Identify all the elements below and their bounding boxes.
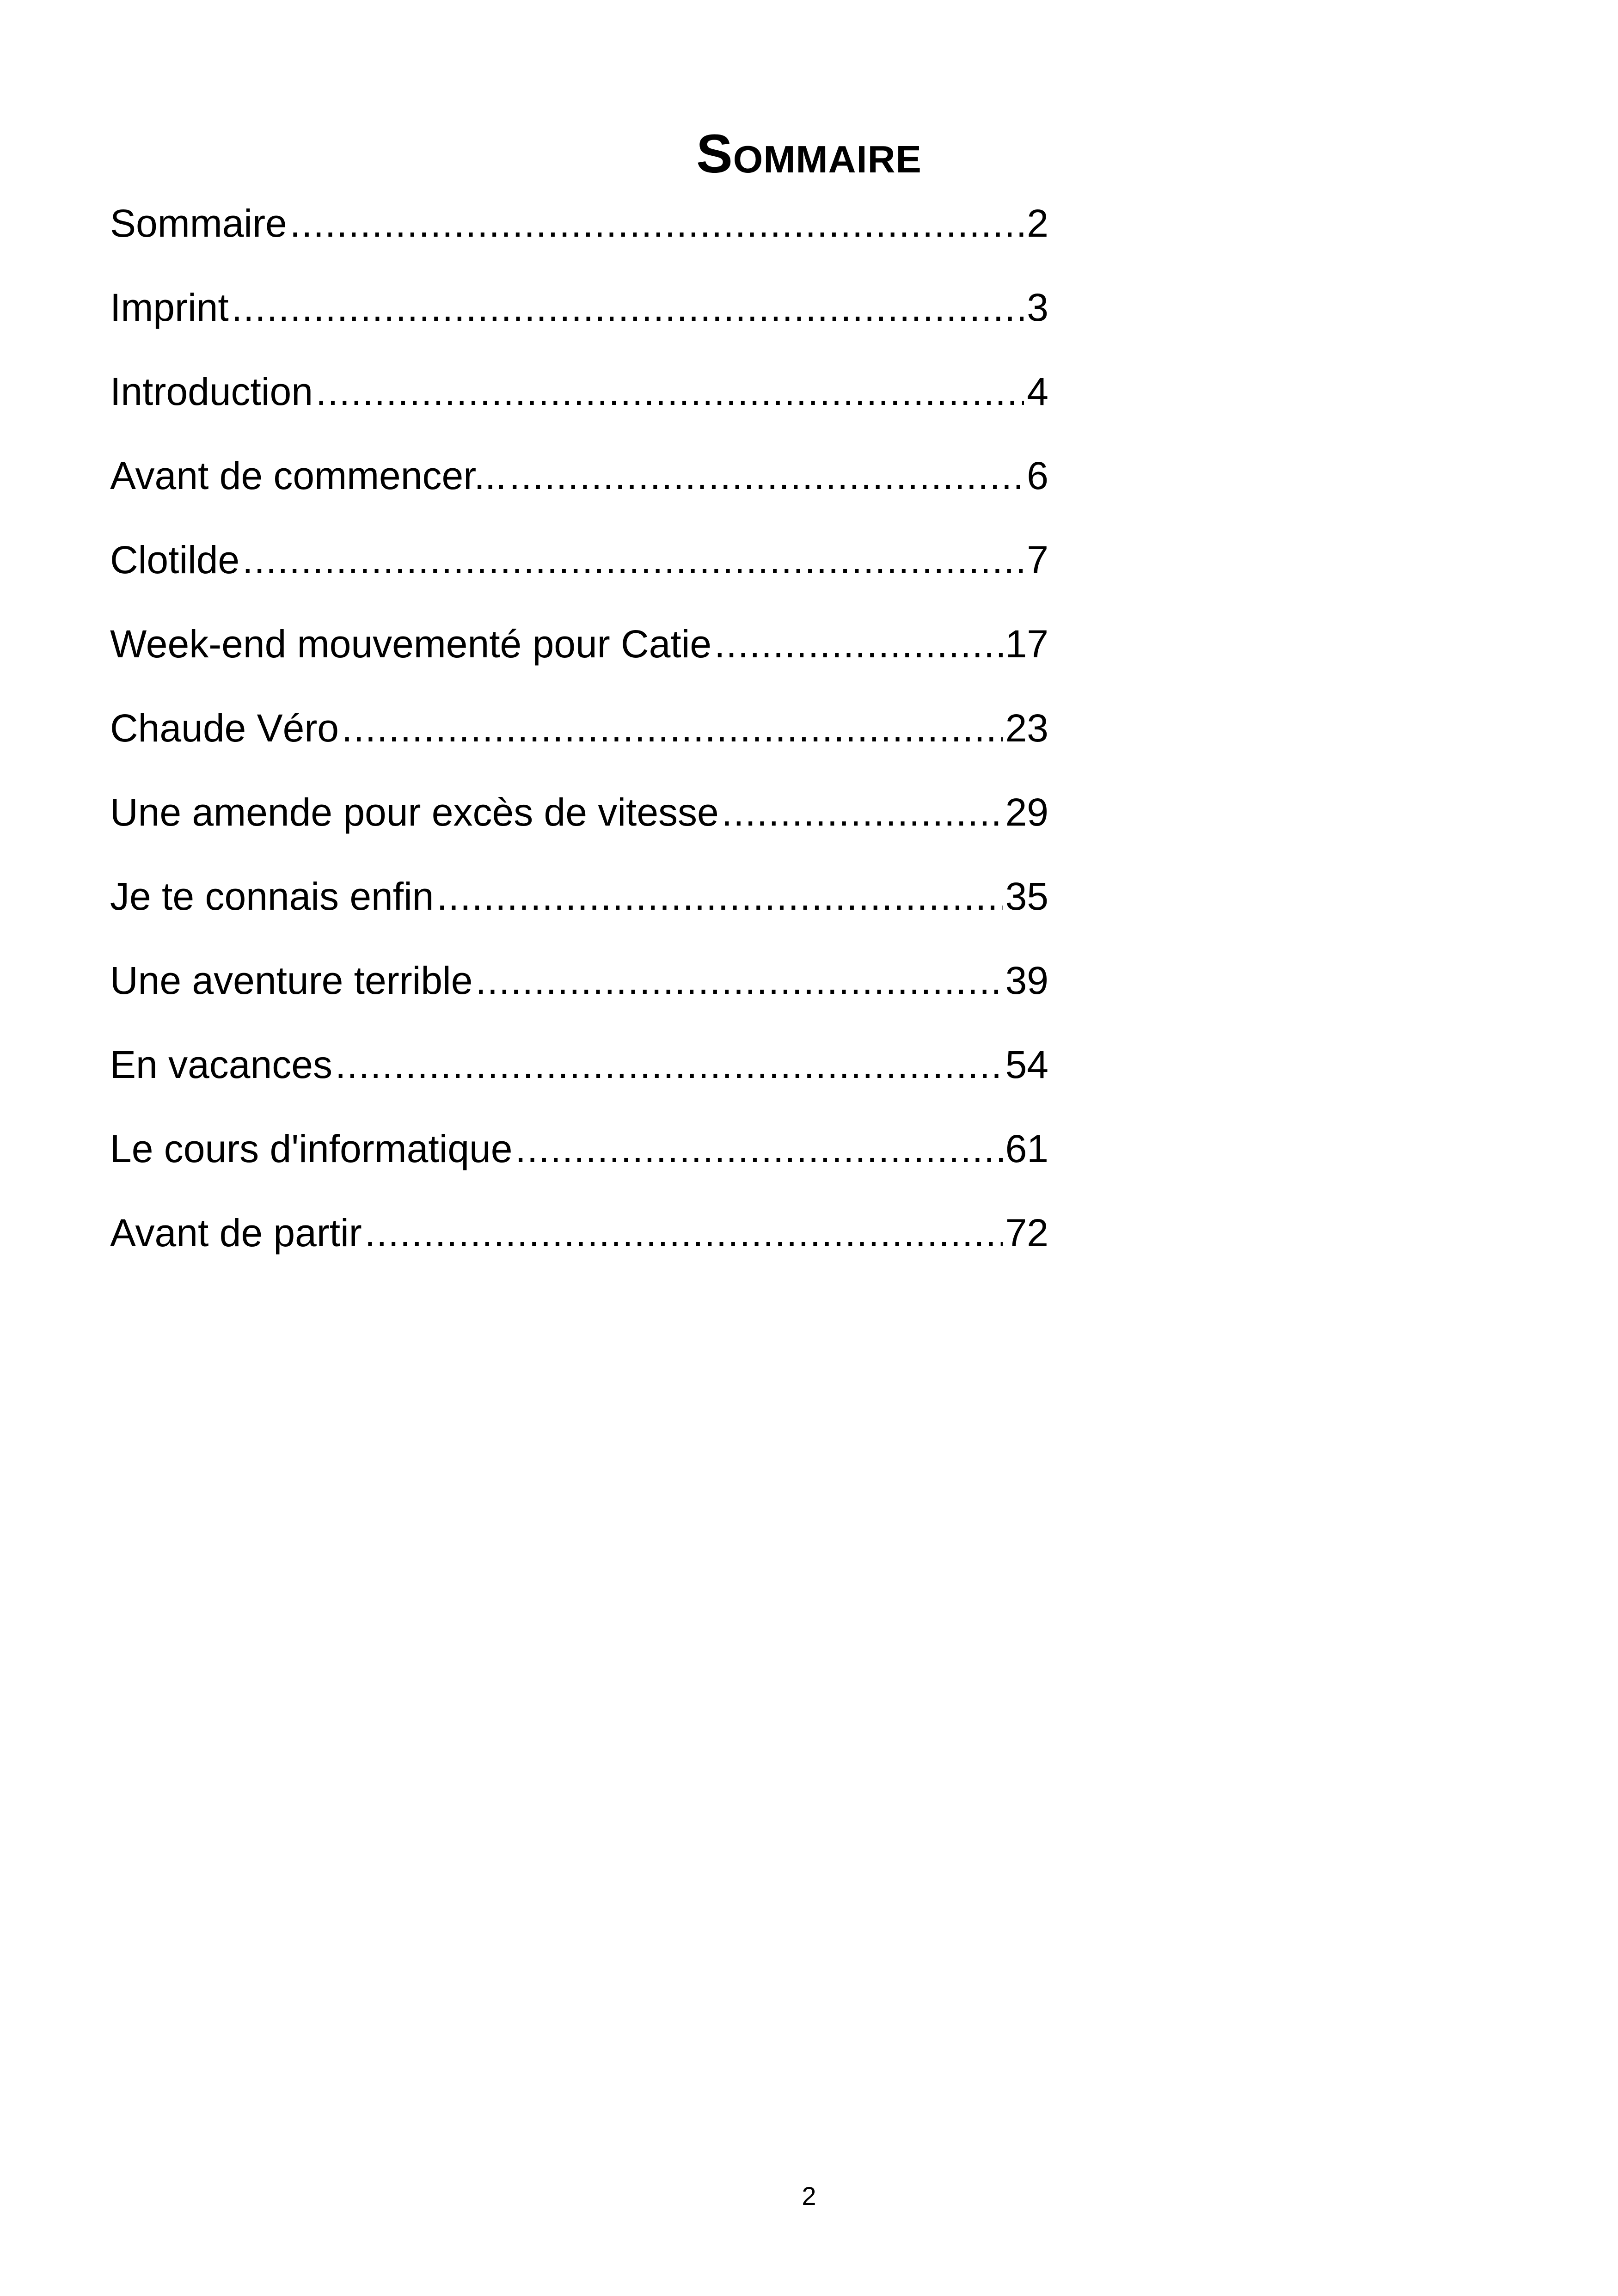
table-of-contents [110,201,1048,1295]
page-title: Sommaire [696,123,922,185]
toc-entry[interactable] [110,453,1048,538]
toc-dot-leader [242,538,1024,582]
toc-entry-page: 23 [1005,706,1048,750]
toc-entry-label: Clotilde [110,538,240,582]
toc-entry-page: 72 [1005,1211,1048,1255]
toc-dot-leader [365,1211,1003,1255]
toc-dot-leader [436,874,1002,919]
toc-entry[interactable] [110,369,1048,453]
toc-dot-leader [335,1042,1003,1087]
toc-entry-label: Week-end mouvementé pour Catie [110,622,712,666]
toc-entry-label: Imprint [110,286,229,329]
toc-entry-page: 39 [1005,959,1048,1002]
page-number: 2 [802,2181,816,2210]
toc-dot-leader [509,453,1024,498]
toc-entry-label: Chaude Véro [110,706,339,750]
toc-entry[interactable] [110,1042,1048,1127]
toc-entry-page: 2 [1027,202,1048,245]
toc-entry-page: 61 [1005,1127,1048,1170]
toc-dot-leader [342,706,1003,751]
toc-entry-label: Une aventure terrible [110,959,473,1002]
toc-entry[interactable] [110,790,1048,874]
toc-dot-leader [290,201,1024,246]
toc-entry[interactable] [110,538,1048,622]
toc-dot-leader [475,958,1002,1003]
toc-entry-label: Avant de commencer... [110,454,507,497]
toc-dot-leader [316,369,1024,414]
toc-entry-label: Avant de partir [110,1211,362,1255]
toc-dot-leader [515,1127,1003,1171]
toc-entry[interactable] [110,1211,1048,1295]
toc-entry-label: Je te connais enfin [110,875,434,918]
toc-entry-page: 17 [1005,622,1048,666]
toc-entry[interactable] [110,622,1048,706]
toc-entry-label: Une amende pour excès de vitesse [110,790,719,834]
toc-entry[interactable] [110,285,1048,369]
toc-entry-page: 54 [1005,1043,1048,1086]
toc-entry-page: 29 [1005,790,1048,834]
toc-dot-leader [722,790,1003,835]
toc-entry-page: 7 [1027,538,1048,582]
toc-entry[interactable] [110,874,1048,958]
toc-entry[interactable] [110,201,1048,285]
toc-entry-page: 6 [1027,454,1048,497]
toc-entry-page: 35 [1005,875,1048,918]
toc-entry-page: 4 [1027,370,1048,413]
toc-entry[interactable] [110,1127,1048,1211]
toc-dot-leader [232,285,1024,330]
toc-entry[interactable] [110,958,1048,1042]
toc-entry[interactable] [110,706,1048,790]
toc-entry-label: En vacances [110,1043,332,1086]
toc-entry-page: 3 [1027,286,1048,329]
toc-entry-label: Le cours d'informatique [110,1127,513,1170]
toc-entry-label: Sommaire [110,202,287,245]
toc-dot-leader [714,622,1002,667]
toc-entry-label: Introduction [110,370,313,413]
